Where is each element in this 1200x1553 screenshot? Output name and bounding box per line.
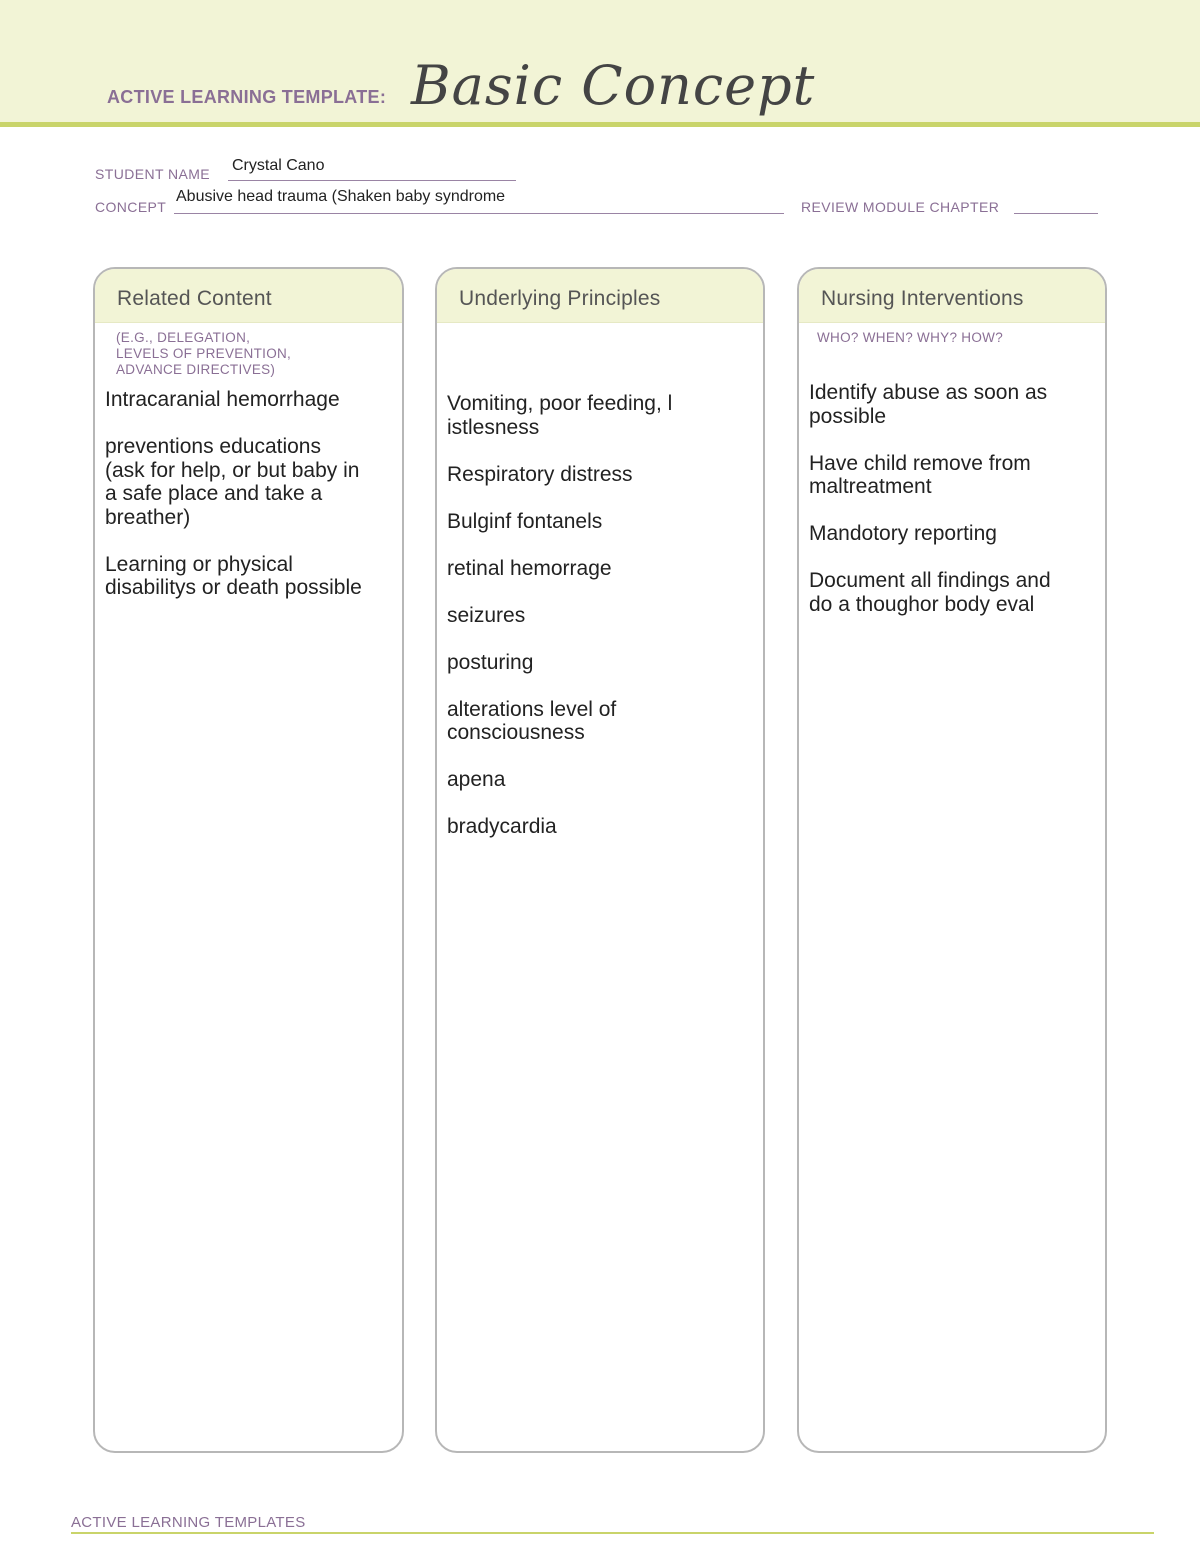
- footer-rule: [71, 1532, 1154, 1534]
- list-item: apena: [447, 768, 506, 791]
- list-item: Learning or physical disabilitys or death possible: [105, 552, 362, 599]
- list-item: preventions educations (ask for help, or but baby in a safe place and take a breather): [105, 435, 360, 529]
- review-module-label: REVIEW MODULE CHAPTER: [801, 199, 1000, 215]
- list-item: retinal hemorrage: [447, 556, 612, 580]
- list-item: Respiratory distress: [447, 462, 633, 486]
- student-name-value[interactable]: Crystal Cano: [232, 157, 325, 174]
- related-content-title: Related Content: [117, 287, 272, 310]
- list-item: Identify abuse as soon as possible: [809, 381, 1048, 428]
- nursing-interventions-panel: [797, 267, 1107, 1453]
- student-name-line: [228, 180, 516, 181]
- underlying-principles-panel: [435, 267, 765, 1453]
- list-item: Document all findings and do a thoughor body eval: [809, 569, 1051, 616]
- template-label: ACTIVE LEARNING TEMPLATE:: [107, 87, 387, 107]
- hint-line: ADVANCE DIRECTIVES): [116, 362, 276, 377]
- related-content-body[interactable]: [95, 378, 402, 600]
- list-item: alterations level of consciousness: [447, 697, 617, 744]
- nursing-interventions-title: Nursing Interventions: [821, 287, 1024, 310]
- list-item: Have child remove from maltreatment: [809, 451, 1031, 498]
- review-module-line[interactable]: [1014, 213, 1098, 214]
- underlying-principles-body[interactable]: [437, 323, 763, 839]
- underlying-principles-title: Underlying Principles: [459, 287, 661, 310]
- list-item: bradycardia: [447, 815, 557, 838]
- list-item: Mandotory reporting: [809, 522, 997, 545]
- concept-line: [174, 213, 784, 214]
- concept-label: CONCEPT: [95, 199, 167, 215]
- nursing-interventions-body[interactable]: [799, 346, 1105, 616]
- nursing-interventions-hint: WHO? WHEN? WHY? HOW?: [817, 330, 1004, 345]
- list-item: Bulginf fontanels: [447, 509, 603, 533]
- template-title: Basic Concept: [411, 54, 816, 117]
- header-rule: [0, 122, 1200, 127]
- footer-label: ACTIVE LEARNING TEMPLATES: [71, 1514, 306, 1531]
- related-content-header: [95, 269, 402, 323]
- list-item: Intracaranial hemorrhage: [105, 388, 340, 411]
- related-content-hint: [95, 323, 402, 378]
- related-content-panel: [93, 267, 404, 1453]
- hint-line: (E.G., DELEGATION,: [116, 330, 251, 345]
- hint-line: LEVELS OF PREVENTION,: [116, 346, 292, 361]
- student-name-label: STUDENT NAME: [95, 166, 210, 182]
- nursing-interventions-header: [799, 269, 1105, 323]
- list-item: posturing: [447, 650, 534, 674]
- list-item: seizures: [447, 603, 526, 627]
- list-item: Vomiting, poor feeding, l istlesness: [447, 392, 673, 439]
- underlying-principles-header: [437, 269, 763, 323]
- concept-value[interactable]: Abusive head trauma (Shaken baby syndrome: [176, 188, 506, 205]
